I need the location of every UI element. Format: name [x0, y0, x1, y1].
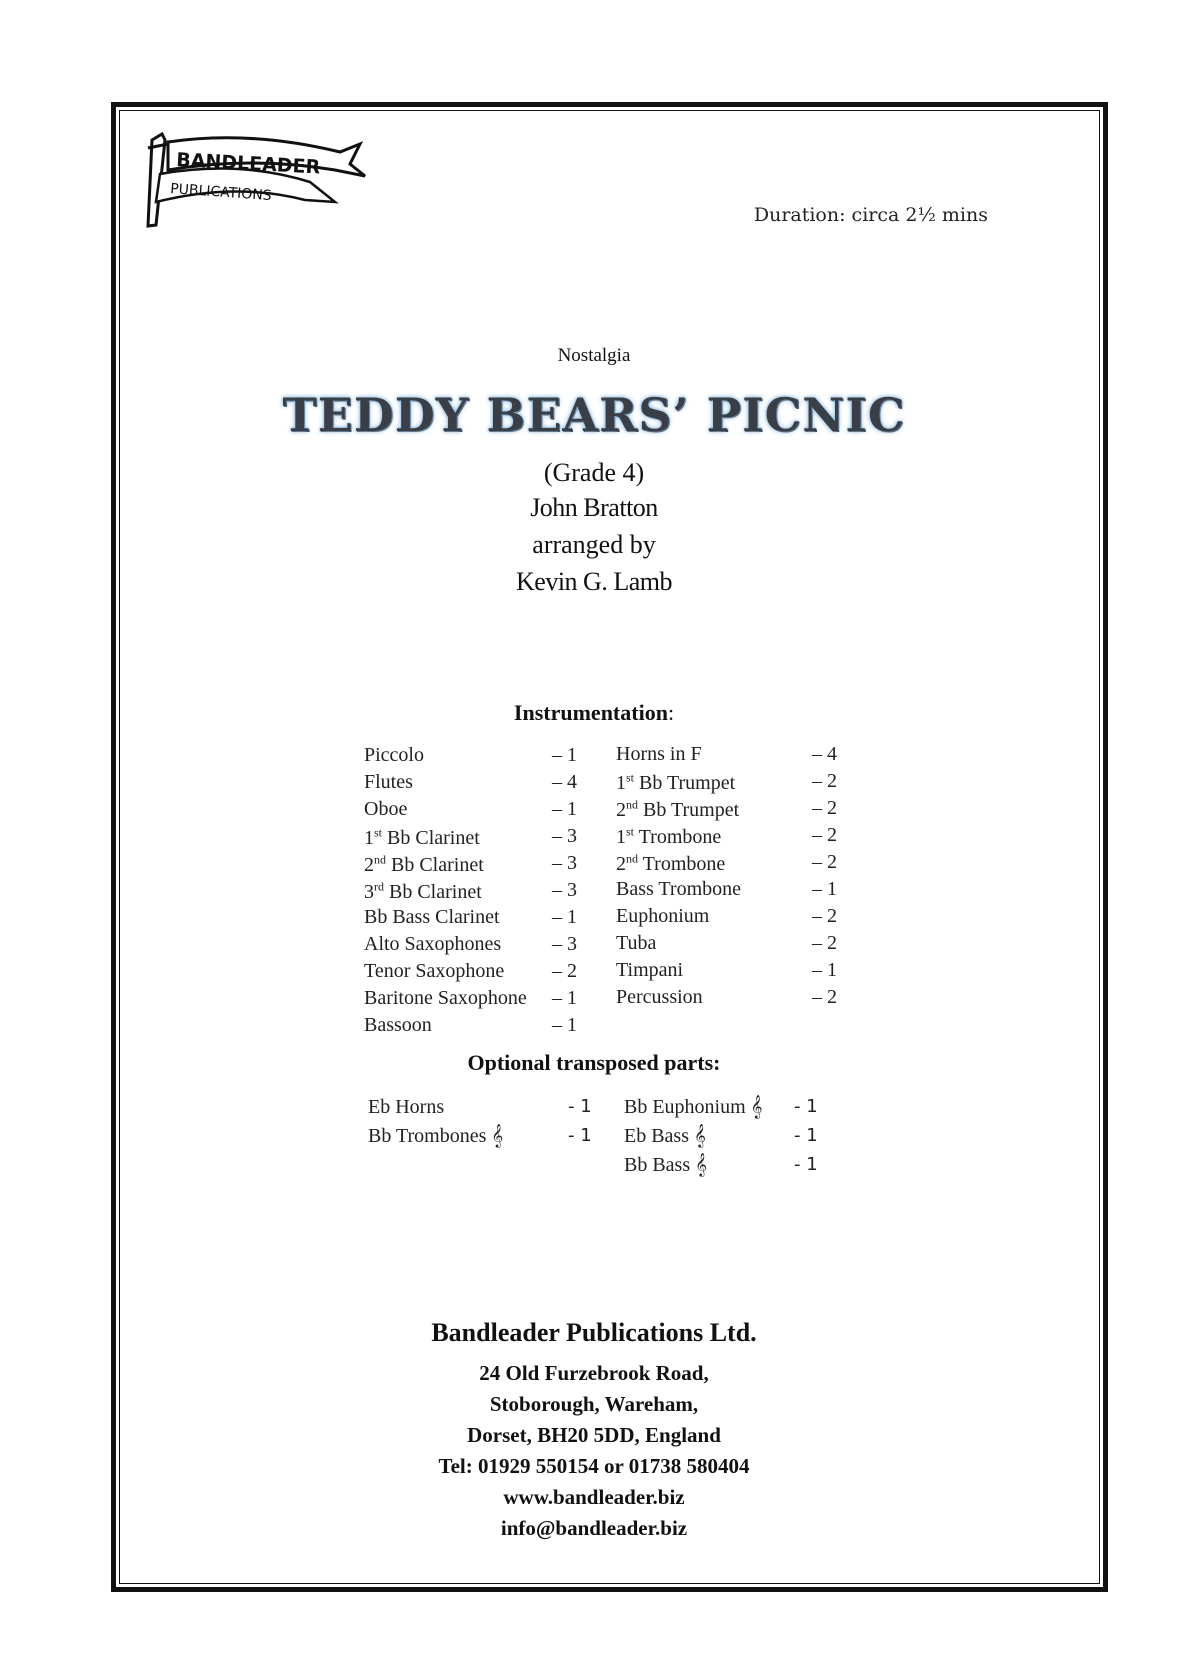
ordinal-suffix: nd: [626, 851, 638, 865]
instrument-name: Tenor Saxophone: [364, 960, 505, 982]
ordinal-suffix: st: [626, 770, 635, 784]
publisher-name: Bandleader Publications Ltd.: [431, 1318, 757, 1347]
instrument-count: – 1: [552, 906, 577, 928]
instrument-row: [616, 959, 837, 982]
instrument-name: Alto Saxophones: [364, 933, 502, 955]
instrument-row: [364, 879, 577, 904]
optional-part-count: - 1: [794, 1154, 818, 1175]
instrument-row: [616, 851, 837, 876]
instrument-name: Oboe: [364, 798, 408, 820]
logo-line1: BANDLEADER: [175, 149, 321, 179]
instrument-count: – 2: [812, 905, 837, 927]
instrument-row: [364, 987, 577, 1010]
ordinal-suffix: st: [374, 825, 383, 839]
instrument-count: – 2: [812, 797, 837, 819]
instrument-count: – 3: [552, 852, 577, 874]
bandleader-logo: [140, 130, 390, 245]
instrument-count: – 1: [552, 744, 577, 766]
instrument-count: – 3: [552, 825, 577, 847]
instrument-row: [364, 1014, 577, 1037]
address-line: Stoborough, Wareham,: [489, 1392, 699, 1416]
instrument-count: – 1: [812, 878, 837, 900]
instrument-name: Flutes: [364, 771, 413, 793]
address-line: 24 Old Furzebrook Road,: [479, 1361, 709, 1385]
instrument-name: 1st Bb Trumpet: [616, 770, 736, 794]
instrument-row: [364, 825, 577, 850]
optional-part-count: - 1: [794, 1096, 818, 1117]
duration: Duration: circa 2½ mins: [753, 204, 988, 226]
instrument-name: Percussion: [616, 986, 703, 1008]
instrument-row: [364, 933, 577, 956]
instrument-row: [616, 770, 837, 795]
instrument-row: [616, 824, 837, 849]
instrument-name: Bassoon: [364, 1014, 432, 1036]
treble-clef-icon: 𝄞: [689, 1125, 706, 1147]
instrument-row: [616, 932, 837, 955]
instrument-row: [616, 986, 837, 1009]
optional-part-name: Bb Trombones: [368, 1125, 487, 1147]
instrument-count: – 1: [552, 1014, 577, 1036]
instrument-row: [616, 905, 837, 928]
instrument-name: 2nd Trombone: [616, 851, 726, 875]
optional-part-row: [368, 1096, 592, 1119]
instrument-row: [364, 852, 577, 877]
instrument-count: – 2: [812, 770, 837, 792]
instrument-row: [364, 771, 577, 794]
instrument-count: – 1: [552, 987, 577, 1009]
instrument-row: [616, 797, 837, 822]
treble-clef-icon: 𝄞: [486, 1125, 504, 1147]
optional-part-name: Eb Horns: [368, 1096, 445, 1118]
instrument-name: Horns in F: [616, 743, 702, 765]
instrument-name: 2nd Bb Trumpet: [616, 797, 740, 821]
logo-line2: PUBLICATIONS: [169, 181, 273, 205]
instrument-name: Euphonium: [616, 905, 710, 927]
optional-part-row: [624, 1125, 818, 1148]
instrumentation-heading: [0, 700, 1188, 726]
address-line: Tel: 01929 550154 or 01738 580404: [438, 1454, 750, 1478]
instrument-count: – 2: [812, 986, 837, 1008]
ordinal-suffix: rd: [374, 879, 384, 893]
instrument-count: – 2: [812, 851, 837, 873]
instrument-row: [364, 798, 577, 821]
optional-part-name: Eb Bass: [624, 1125, 689, 1147]
piece-title: TEDDY BEARS’ PICNIC: [282, 388, 906, 442]
treble-clef-icon: 𝄞: [690, 1154, 707, 1176]
address-line: info@bandleader.biz: [500, 1516, 688, 1540]
instrument-name: Bb Bass Clarinet: [364, 906, 500, 928]
composer: John Bratton: [530, 493, 658, 522]
instrument-name: 1st Bb Clarinet: [364, 825, 480, 849]
instrument-name: Timpani: [616, 959, 684, 981]
instrument-row: [616, 743, 837, 766]
ordinal-suffix: st: [626, 824, 635, 838]
treble-clef-icon: 𝄞: [745, 1096, 763, 1118]
address-line: www.bandleader.biz: [503, 1485, 685, 1509]
optional-part-row: [624, 1154, 818, 1177]
ordinal-suffix: nd: [626, 797, 638, 811]
instrument-row: [364, 744, 577, 767]
optional-part-name: Bb Euphonium: [624, 1096, 746, 1118]
instrument-name: Piccolo: [364, 744, 424, 766]
genre: Nostalgia: [557, 345, 631, 366]
optional-part-row: [624, 1096, 818, 1119]
ordinal-suffix: nd: [374, 852, 386, 866]
instrument-row: [364, 960, 577, 983]
optional-part-count: - 1: [568, 1125, 592, 1146]
arranger: Kevin G. Lamb: [516, 567, 672, 596]
optional-part-name: Bb Bass: [624, 1154, 691, 1176]
grade: (Grade 4): [543, 458, 645, 487]
optional-part-count: - 1: [794, 1125, 818, 1146]
instrument-count: – 2: [552, 960, 577, 982]
instrument-count: – 2: [812, 824, 837, 846]
instrumentation-heading-text: Instrumentation: [513, 700, 668, 725]
optional-parts-heading: Optional transposed parts:: [467, 1050, 721, 1075]
instrument-name: 3rd Bb Clarinet: [364, 879, 482, 903]
instrumentation-heading-colon: :: [667, 700, 675, 725]
instrument-name: Baritone Saxophone: [364, 987, 527, 1009]
address-line: Dorset, BH20 5DD, England: [467, 1423, 721, 1447]
instrument-count: – 1: [552, 798, 577, 820]
instrument-row: [364, 906, 577, 929]
instrument-count: – 4: [552, 771, 577, 793]
instrument-name: Tuba: [616, 932, 657, 954]
instrument-name: 1st Trombone: [616, 824, 722, 848]
instrument-count: – 4: [812, 743, 837, 765]
instrument-name: Bass Trombone: [616, 878, 742, 900]
arranged-by: arranged by: [532, 530, 656, 559]
instrument-count: – 3: [552, 933, 577, 955]
instrument-count: – 3: [552, 879, 577, 901]
optional-part-count: - 1: [568, 1096, 592, 1117]
instrument-count: – 1: [812, 959, 837, 981]
optional-part-row: [368, 1125, 592, 1148]
instrument-name: 2nd Bb Clarinet: [364, 852, 484, 876]
instrument-count: – 2: [812, 932, 837, 954]
instrument-row: [616, 878, 837, 901]
